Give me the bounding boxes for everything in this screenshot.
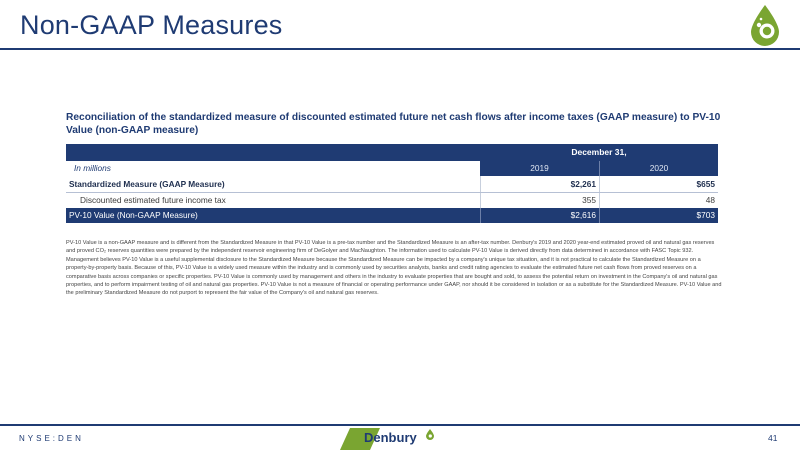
ticker-label: NYSE:DEN — [19, 434, 84, 443]
column-header-2020: 2020 — [649, 163, 669, 173]
table-group-header-row — [66, 144, 718, 161]
title-divider — [0, 48, 800, 50]
cell-2019: 355 — [480, 193, 600, 208]
page-number: 41 — [768, 433, 778, 443]
table-column-header-row — [66, 161, 718, 176]
cell-2020: $703 — [696, 210, 715, 220]
units-label: In millions — [66, 161, 480, 176]
brand-logo-text: Denbury — [364, 430, 417, 445]
cell-2019: $2,261 — [480, 176, 600, 192]
footnote-text: PV-10 Value is a non-GAAP measure and is different from the Standardized Measure in that PV-10 Value is a pre-tax number and the Standardized Measure is an after-tax number. Denbury's 2019 and 2020 year-end estimated proved oil and natural gas reserves and proved CO₂ reserves quantities were prepared by the independent reservoir engineering firm of DeGolyer and MacNaughton. The information used to calculate PV-10 Value is derived directly from data determined in accordance with FASC Topic 932. Management believes PV-10 Value is a useful supplemental disclosure to the Standardized Measure because the Standardized Measure can be impacted by a company's unique tax situation, and it is not practical to calculate the Standardized Measure on a property-by-property basis. Because of this, PV-10 Value is a widely used measure within the industry and is commonly used by securities analysts, banks and credit rating agencies to evaluate the estimated future net cash flows from proved reserves on a comparative basis across companies or specific properties. PV-10 Value is commonly used by management and others in the industry to evaluate properties that are bought and sold, to assess the potential return on investment in the Company's oil and natural gas properties, and to perform impairment testing of oil and natural gas properties. PV-10 Value is not a measure of financial or operating performance under GAAP, nor should it be considered in isolation or as a substitute for the Standardized Measure. PV-10 Value and the preliminary Standardized Measure do not purport to represent the fair value of the Company's oil and natural gas reserves. — [66, 240, 722, 297]
row-label: Discounted estimated future income tax — [80, 195, 226, 205]
denbury-drop-logo-icon — [743, 3, 787, 47]
row-label: Standardized Measure (GAAP Measure) — [69, 179, 225, 189]
group-header: December 31, — [571, 147, 627, 157]
footer-divider — [0, 424, 800, 426]
table-row — [66, 208, 718, 223]
denbury-drop-icon — [425, 429, 435, 440]
table-subtitle: Reconciliation of the standardized measure of discounted estimated future net cash flows after income taxes (GAAP measure) to PV-10 Value (non-GAAP measure) — [66, 112, 721, 136]
table-row — [66, 176, 718, 193]
row-label: PV-10 Value (Non-GAAP Measure) — [69, 210, 198, 220]
cell-2019: $2,616 — [480, 208, 600, 223]
column-header-2019: 2019 — [480, 161, 600, 176]
cell-2020: $655 — [696, 179, 715, 189]
cell-2020: 48 — [705, 195, 715, 205]
reconciliation-table — [66, 144, 718, 223]
page-title: Non-GAAP Measures — [20, 10, 283, 40]
table-row — [66, 193, 718, 208]
